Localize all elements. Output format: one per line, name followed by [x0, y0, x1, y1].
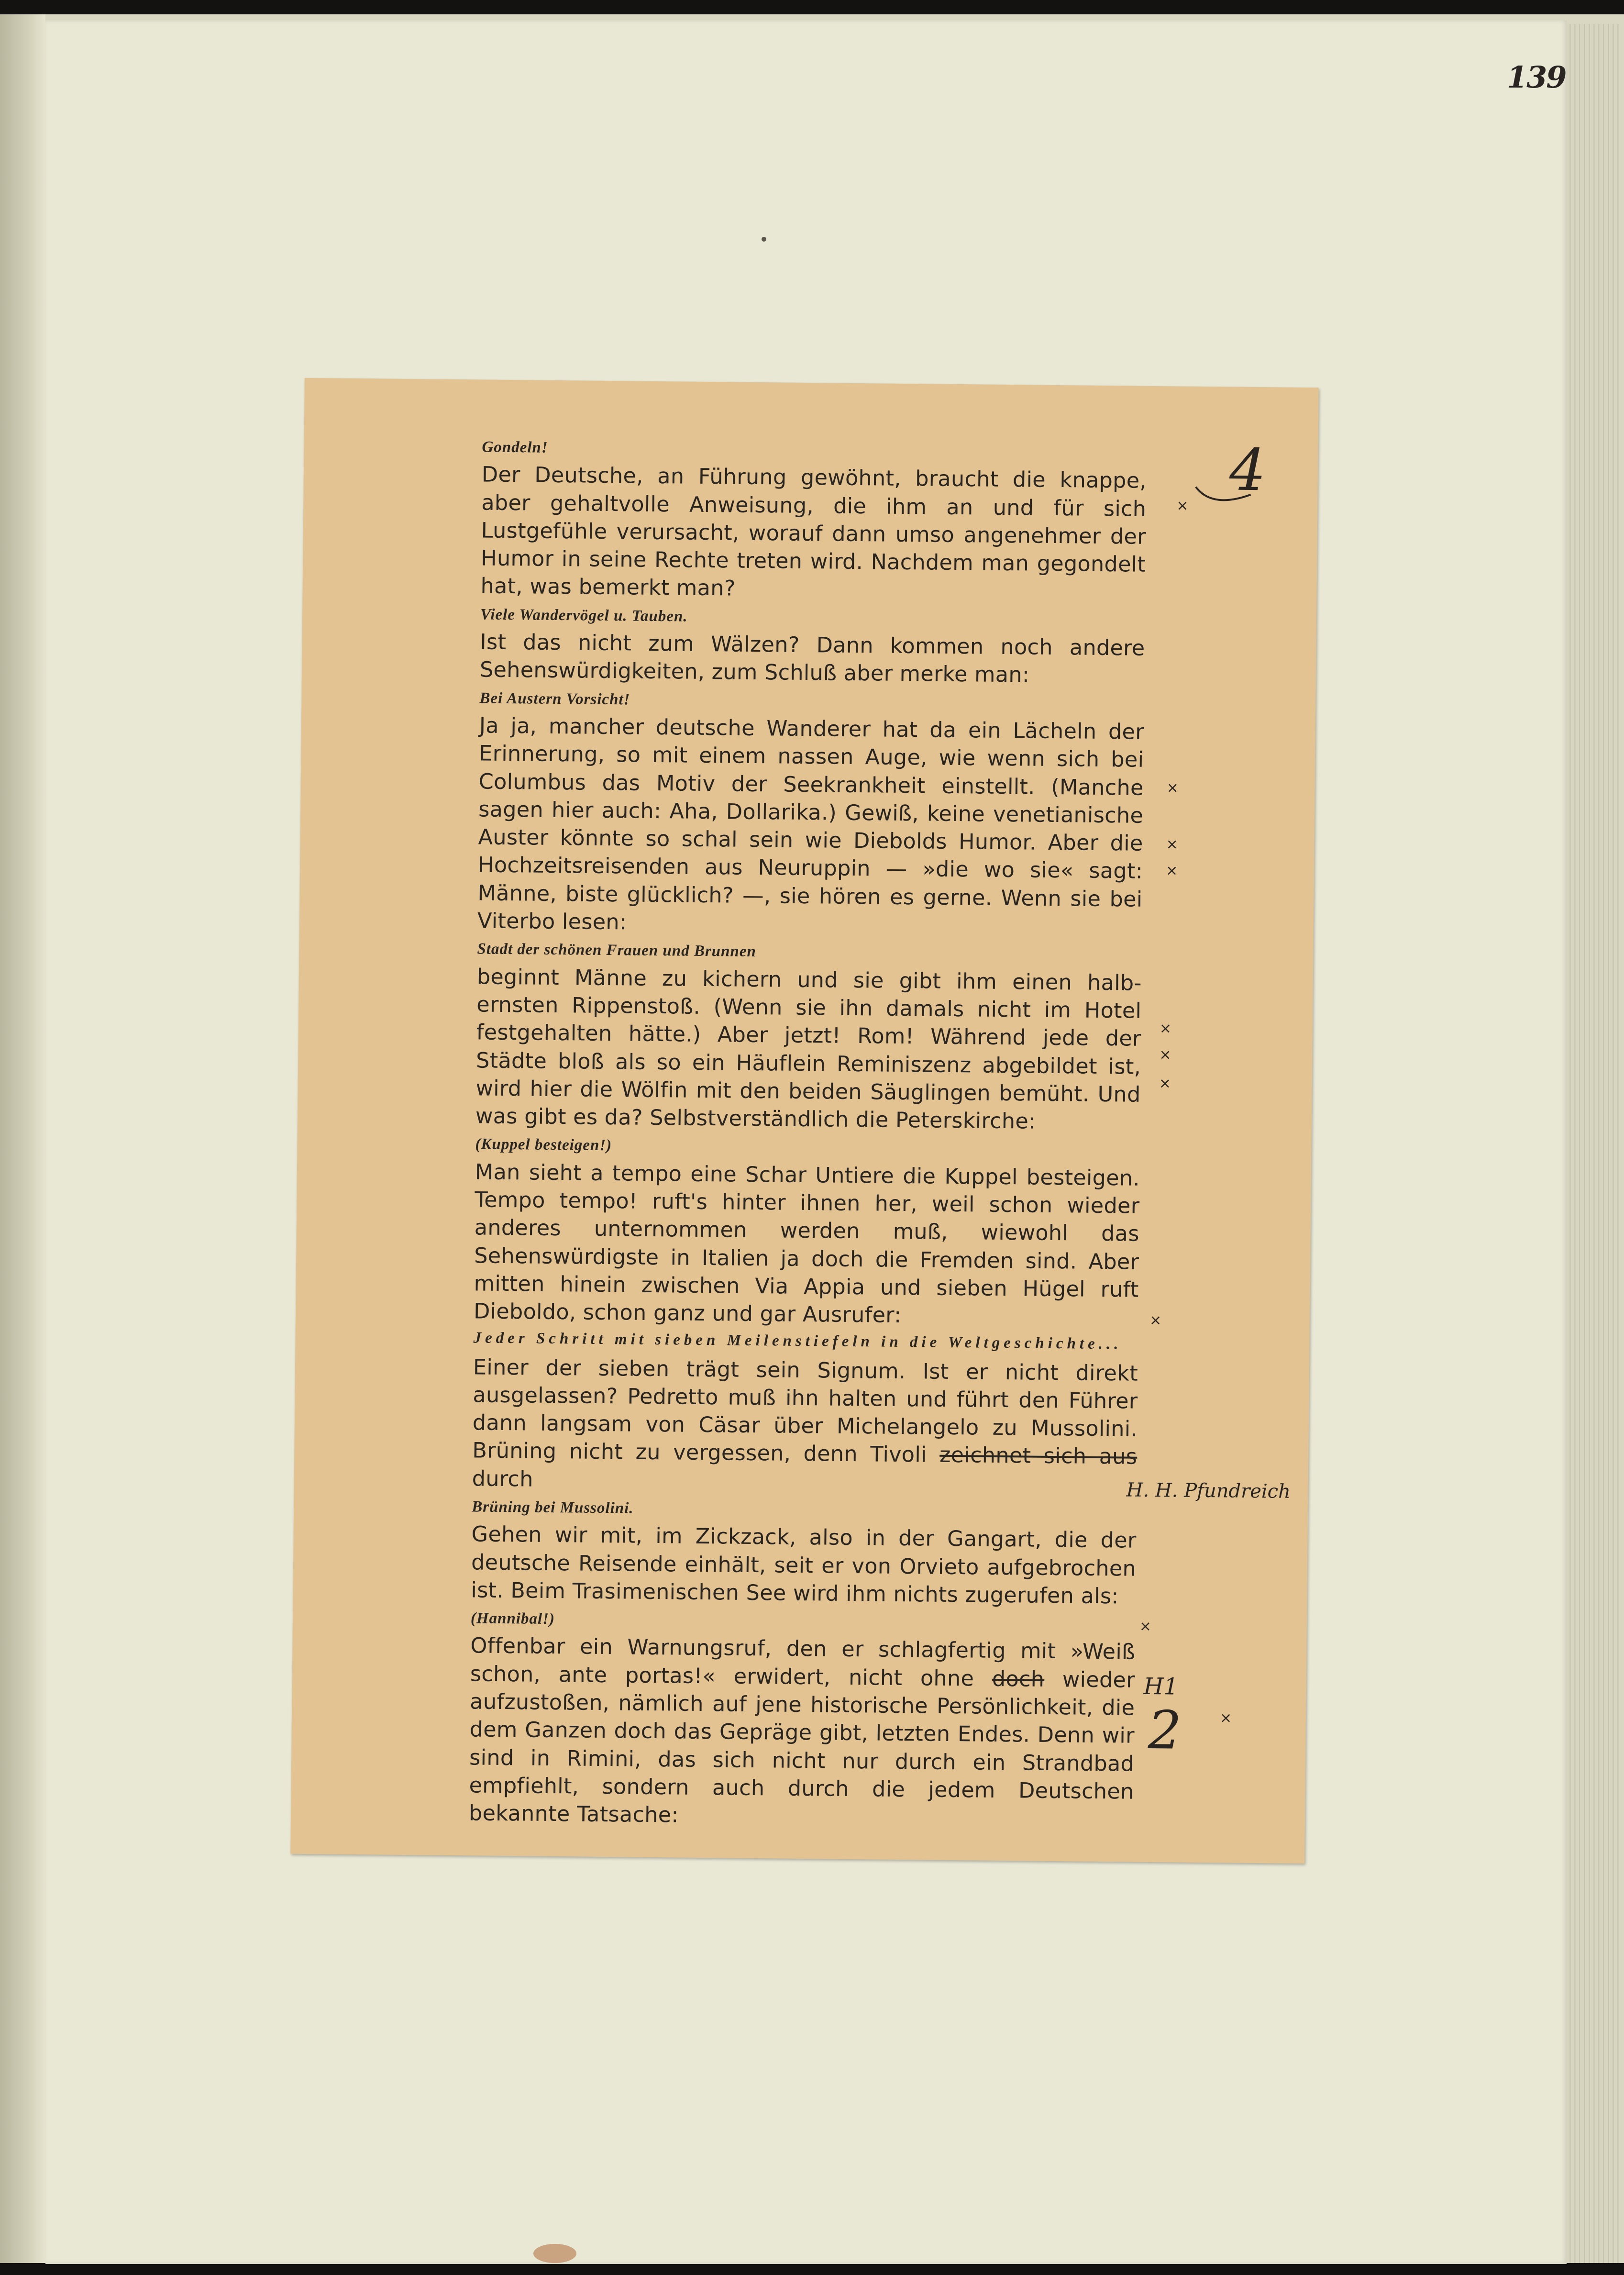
paragraph-8-text: Offenbar ein Warnungsruf, den er schlagfertig mit »Weiß schon, ante portas!« erwidert, nicht ohne: [470, 1633, 1136, 1691]
handwritten-number-bottom: 2: [1148, 1699, 1182, 1761]
heading-bruening: Brüning bei Mussolini.: [472, 1498, 634, 1517]
margin-mark: ×: [1219, 1709, 1232, 1727]
paragraph-7: Gehen wir mit, im Zickzack, also in der Gangart, die der deutsche Reisende einhält, seit er von Orvieto aufgebrochen ist. Beim Trasimenischen See wird ihm nichts zugerufen als:: [471, 1522, 1137, 1609]
page-stain: [533, 2244, 576, 2263]
paragraph-5: Man sieht a tempo eine Schar Untiere die Kuppel besteigen. Tempo tempo! ruft's hinter ihnen her, weil schon wieder anderes unternommen werden muß, wiewohl das Sehenswürdigste in Italien ja doch die Fremden sind. Aber mitten hinein zwischen Via Appia und sieben Hügel ruft Dieboldo, schon ganz und gar Ausrufer:: [473, 1160, 1140, 1328]
paragraph-4: beginnt Männe zu kichern und sie gibt ihm einen halb-ernsten Rippenstoß. (Wenn sie ihn damals nicht im Hotel festgehalten hätte.) Aber jetzt! Rom! Während jede der Städte bloß als so ein Häuflein Reminiszenz abgebildet ist, wird hier die Wölfin mit den beiden Säuglingen bemüht. Und was gibt es da? Selbstverständlich die Peterskirche:: [475, 965, 1142, 1134]
handwritten-signature: H. H. Pfundreich: [1126, 1479, 1291, 1503]
pasted-typescript-sheet: [290, 378, 1319, 1864]
paragraph-8: [469, 1632, 1136, 1834]
margin-mark: ×: [1159, 1075, 1171, 1092]
margin-mark: ×: [1159, 1046, 1171, 1064]
handwritten-number-top: 4: [1229, 437, 1267, 504]
paragraph-8-tail: wieder aufzustoßen, nämlich auf jene historische Persönlichkeit, die dem Ganzen doch das Gepräge gibt, letzten Endes. Denn wir sind in Rimini, das sich nicht nur durch ein Strandbad empfiehlt, sondern auch durch die jedem Deutschen bekannte Tatsache:: [468, 1667, 1136, 1828]
heading-kuppel: (Kuppel besteigen!): [475, 1135, 612, 1154]
heading-meilenstiefel: Jeder Schritt mit sieben Meilenstiefeln in die Weltgeschichte...: [473, 1329, 1122, 1353]
paragraph-6-tail: durch: [472, 1466, 533, 1492]
paragraph-6: [472, 1354, 1138, 1499]
page-stack-edge: [1567, 24, 1619, 2263]
margin-mark: ×: [1165, 862, 1178, 879]
margin-mark: ×: [1166, 836, 1178, 853]
handwritten-note-h1: H1: [1143, 1673, 1179, 1700]
heading-austern: Bei Austern Vorsicht!: [479, 689, 630, 709]
page-dot: [762, 237, 766, 242]
paragraph-6-text: Einer der sieben trägt sein Signum. Ist er nicht direkt ausgelassen? Pedretto muß ihn halten und führt den Führer dann langsam von Cäsar über Michelangelo zu Mussolini. Brüning nicht zu vergessen, denn Tivoli: [472, 1354, 1138, 1467]
heading-gondeln: Gondeln!: [482, 438, 548, 456]
margin-mark: ×: [1176, 497, 1189, 514]
text-column: [469, 433, 1147, 1834]
heading-wandervoegel: Viele Wandervögel u. Tauben.: [480, 606, 688, 625]
struck-word: doch: [992, 1666, 1045, 1692]
handwritten-curve: [1193, 468, 1256, 511]
margin-mark: ×: [1166, 779, 1179, 797]
margin-mark: ×: [1149, 1311, 1162, 1329]
heading-stadt: Stadt der schönen Frauen und Brunnen: [477, 940, 757, 961]
paragraph-2: Ist das nicht zum Wälzen? Dann kommen noch andere Sehenswürdigkeiten, zum Schluß aber merke man:: [479, 630, 1145, 688]
binding-gutter: [0, 14, 45, 2263]
heading-hannibal: (Hannibal!): [470, 1609, 555, 1628]
folio-number: 139: [1507, 60, 1566, 95]
margin-mark: ×: [1139, 1618, 1152, 1635]
paragraph-3: Ja ja, mancher deutsche Wanderer hat da ein Lächeln der Erinnerung, so mit einem nassen Auge, wie wenn sich bei Columbus das Motiv der Seekrankheit einstellt. (Manche sagen hier auch: Aha, Dollarika.) Gewiß, keine venetianische Auster könnte so schal sein wie Diebolds Humor. Aber die Hochzeitsreisenden aus Neuruppin — »die wo sie« sagt: Männe, biste glücklich? —, sie hören es gerne. Wenn sie bei Viterbo lesen:: [477, 713, 1145, 935]
struck-phrase: zeichnet sich aus: [939, 1443, 1138, 1470]
margin-mark: ×: [1159, 1020, 1172, 1037]
paragraph-1: Der Deutsche, an Führung gewöhnt, braucht die knappe, aber gehaltvolle Anweisung, die ihm an und für sich Lustgefühle verursacht, worauf dann umso angenehmer der Humor in seine Rechte treten wird. Nachdem man gegondelt hat, was bemerkt man?: [480, 462, 1147, 601]
